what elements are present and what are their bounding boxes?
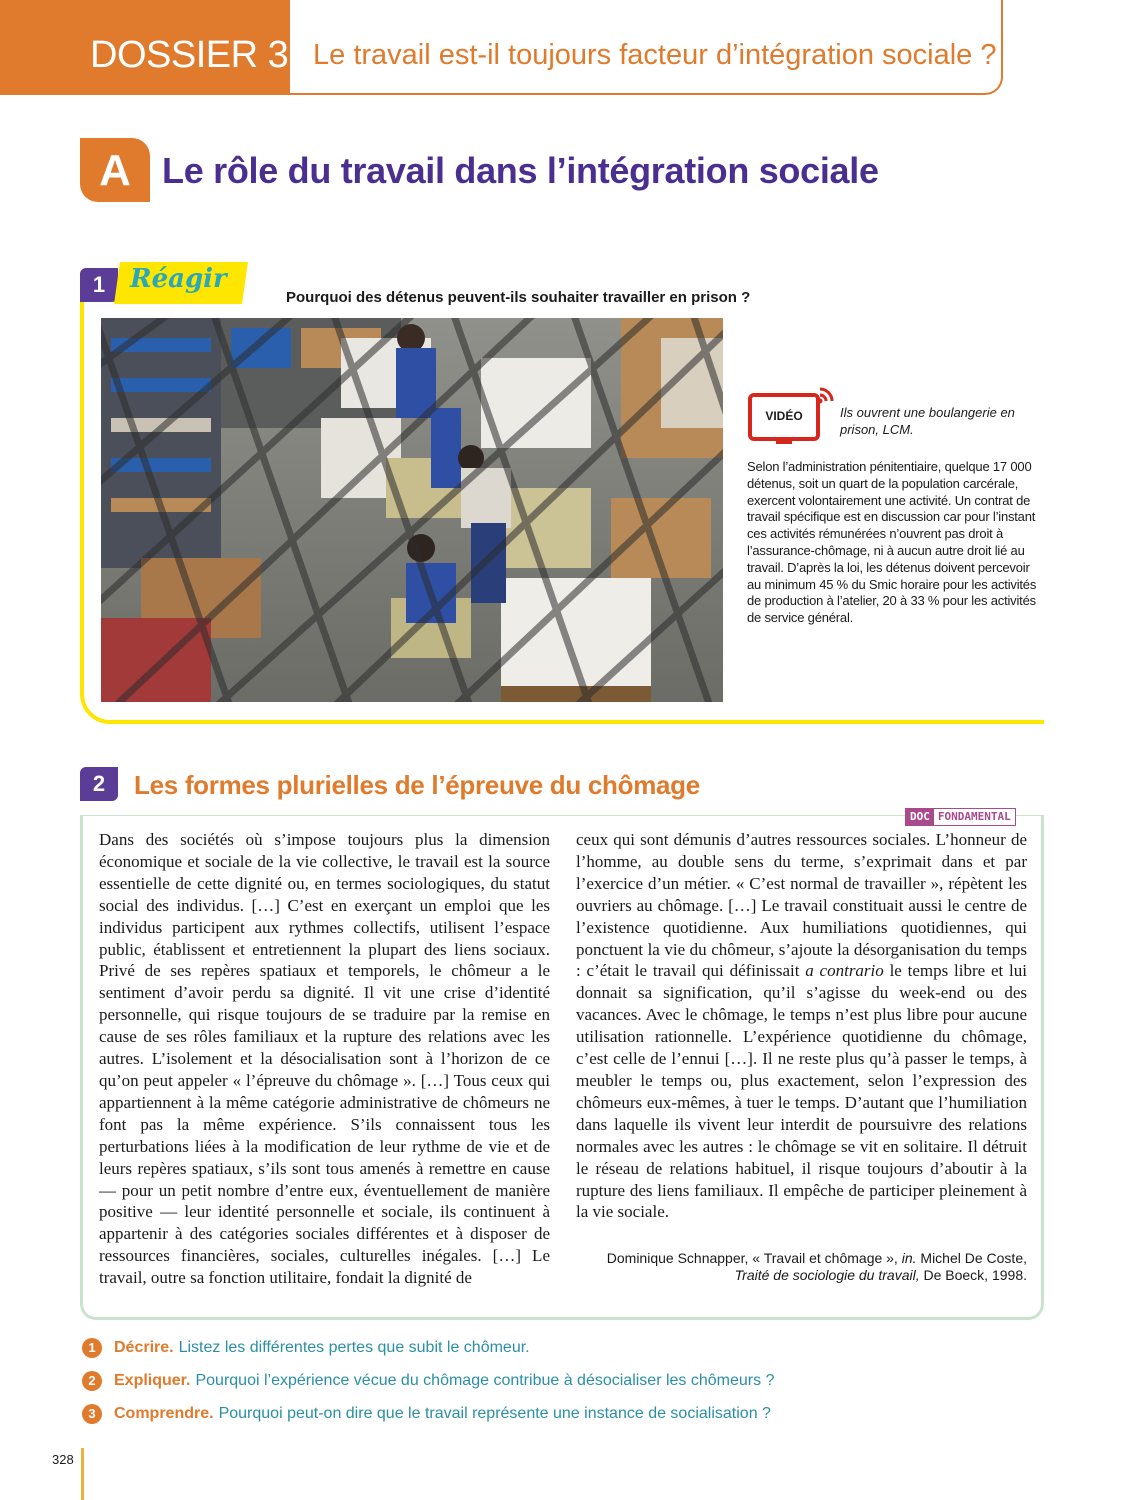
doc1-question: Pourquoi des détenus peuvent-ils souhaiter travailler en prison ? — [286, 289, 751, 306]
source-publisher: De Boeck, 1998. — [923, 1267, 1027, 1283]
doc2-text-right-column — [576, 829, 1027, 1223]
doc-tag-label: DOC — [906, 809, 934, 825]
source-book: Traité de sociologie du travail, — [734, 1267, 920, 1283]
question-3-number: 3 — [82, 1404, 102, 1424]
prison-workshop-photo — [101, 318, 723, 702]
question-1 — [82, 1338, 530, 1358]
question-3-label: Comprendre. — [114, 1405, 214, 1422]
doc2-title: Les formes plurielles de l’épreuve du chômage — [134, 770, 700, 800]
dossier-label: DOSSIER 3 — [90, 34, 289, 76]
doc2-text-right-italic: a contrario — [805, 961, 884, 981]
video-label: VIDÉO — [765, 409, 803, 423]
section-letter-badge — [80, 138, 150, 202]
doc-tag-type: FONDAMENTAL — [934, 809, 1015, 825]
page-number: 328 — [52, 1452, 74, 1467]
doc-fondamental-badge — [905, 808, 1016, 826]
section-letter: A — [99, 146, 131, 195]
page-margin-bar — [81, 1448, 84, 1500]
reagir-tag: Réagir — [130, 264, 227, 294]
video-icon — [748, 385, 838, 447]
doc1-number: 1 — [92, 272, 106, 297]
question-2-text: Pourquoi l’expérience vécue du chômage contribue à désocialiser les chômeurs ? — [195, 1372, 775, 1389]
question-1-text: Listez les différentes pertes que subit le chômeur. — [178, 1339, 530, 1356]
doc2-number-badge — [80, 767, 118, 801]
video-caption: Ils ouvrent une boulangerie en prison, LCM. — [840, 405, 1015, 437]
dossier-title: Le travail est-il toujours facteur d’intégration sociale ? — [313, 39, 997, 71]
doc2-number: 2 — [92, 771, 106, 796]
question-3 — [82, 1404, 771, 1424]
doc2-text-right-part2: le temps libre et lui donnait sa signification, qu’il s’agisse du week-end ou des vacances. Avec le chômage, le temps n’est plus libre pour aucune utilisation rationnelle. L’expérience quotidienne du chômage, c’est celle de l’ennui […]. Il ne reste plus qu’à passer le temps, à meubler le temps ou, plus exactement, selon l’expression des chômeurs eux-mêmes, à tuer le temps. D’autant que l’humiliation dans laquelle ils vivent leur interdit de poursuivre des relations normales avec les autres : le chômage se vit en solitaire. Il détruit le réseau de relations habituel, il risque toujours d’aboutir à la rupture des liens familiaux. Il empêche de participer pleinement à la vie sociale. — [576, 961, 1027, 1222]
section-title: Le rôle du travail dans l’intégration sociale — [162, 150, 879, 191]
dossier-tab — [0, 0, 290, 95]
question-1-number: 1 — [82, 1338, 102, 1358]
doc2-text-right-part1: ceux qui sont démunis d’autres ressources sociales. L’honneur de l’homme, au double sens du terme, s’exprimait dans et par l’exercice d’un métier. « C’est normal de travailler », répètent les ouvriers au chômage. […] Le travail constituait aussi le centre de l’existence quotidienne. Aux humiliations quotidiennes, qui ponctuent la vie du chômeur, s’ajoute la désorganisation du temps : c’était le travail qui définissait — [576, 830, 1027, 981]
doc2-source — [576, 1250, 1027, 1284]
question-1-label: Décrire. — [114, 1339, 174, 1356]
question-2 — [82, 1371, 774, 1391]
question-3-text: Pourquoi peut-on dire que le travail représente une instance de socialisation ? — [218, 1405, 771, 1422]
doc1-body-text: Selon l’administration pénitentiaire, quelque 17 000 détenus, soit un quart de la population carcérale, exercent volontairement une activité. Un contrat de travail spécifique est en discussion car pour l’instant ces activités rémunérées n’ouvrent pas droit à l’assurance-chômage, ni à aucun autre droit lié au travail. D’après la loi, les détenus doivent percevoir au minimum 45 % du Smic horaire pour les activités de production à l’atelier, 20 à 33 % pour les activités de service général. — [747, 459, 1037, 626]
question-2-label: Expliquer. — [114, 1372, 191, 1389]
source-in: in. — [901, 1250, 917, 1266]
question-2-number: 2 — [82, 1371, 102, 1391]
source-editor: Michel De Coste, — [920, 1250, 1027, 1266]
doc2-text-left-column: Dans des sociétés où s’impose toujours plus la dimension économique et sociale de la vie collective, le travail est la source essentielle de cette dignité ou, en termes sociologiques, du statut social des individus. […] C’est en exerçant un emploi que les individus participent aux rythmes collectifs, utilisent l’espace public, établissent et entretiennent la plupart des liens sociaux. Privé de ses repères spatiaux et temporels, le chômeur a le sentiment d’avoir perdu sa dignité. Il vit une crise d’identité personnelle, qui risque toujours de se traduire par la remise en cause de ses rôles familiaux et la rupture des relations avec les autres. L’isolement et la désocialisation sont à l’horizon de ce qu’on peut appeler « l’épreuve du chômage ». […] Tous ceux qui appartiennent à la même catégorie administrative de chômeurs ne font pas la même expérience. S’ils connaissent tous les perturbations liées à la modification de leur rythme de vie et de leurs repères spatiaux, s’ils sont tous amenés à remettre en cause — pour un petit nombre d’entre eux, éventuellement de manière positive — leur identité personnelle et sociale, ils continuent à appartenir à des catégories sociales différentes et à disposer de ressources financières, sociales, culturelles inégales. […] Le travail, outre sa fonction utilitaire, fondait la dignité de — [99, 830, 550, 1288]
doc1-number-badge — [80, 268, 118, 302]
source-author: Dominique Schnapper, « Travail et chômage », — [606, 1250, 898, 1266]
